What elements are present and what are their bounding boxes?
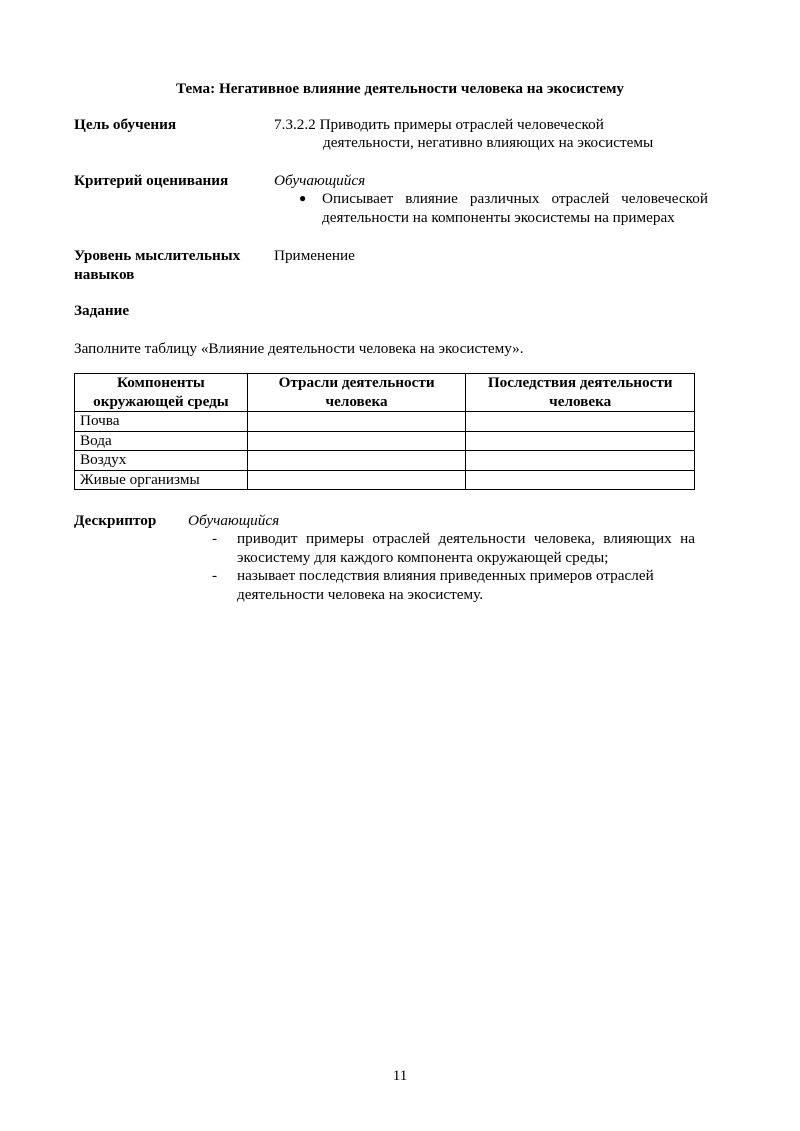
bullet-icon: ● <box>299 191 307 205</box>
descriptor-subject: Обучающийся <box>188 512 280 529</box>
criterion-label: Критерий оценивания <box>74 172 229 189</box>
descriptor-item-1-line-2: экосистему для каждого компонента окружающей среды; <box>237 549 609 566</box>
thinking-level-label: Уровень мыслительных навыков <box>74 247 241 283</box>
page-title: Тема: Негативное влияние деятельности человека на экосистему <box>175 80 625 97</box>
criterion-text-line-2: деятельности на компоненты экосистемы на примерах <box>322 209 675 226</box>
impact-table <box>74 373 695 490</box>
goal-text-line-1: 7.3.2.2 Приводить примеры отраслей человеческой <box>274 116 604 133</box>
goal-label: Цель обучения <box>74 116 177 133</box>
dash-bullet-icon: - <box>212 567 218 584</box>
task-label: Задание <box>74 302 130 319</box>
column-header-industries: Отрасли деятельности человека <box>247 374 466 412</box>
descriptor-item-2-line-1: называет последствия влияния приведенных примеров отраслей <box>237 567 654 584</box>
table-cell-component: Почва <box>75 412 248 432</box>
table-cell-input[interactable] <box>247 451 466 471</box>
table-cell-input[interactable] <box>466 412 695 432</box>
descriptor-item-1-line-1: приводит примеры отраслей деятельности человека, влияющих на <box>237 530 695 547</box>
thinking-level-value: Применение <box>274 247 355 264</box>
table-cell-input[interactable] <box>247 412 466 432</box>
table-cell-input[interactable] <box>466 451 695 471</box>
table-cell-component: Вода <box>75 431 248 451</box>
page-number: 11 <box>392 1067 408 1084</box>
table-header-row <box>75 374 695 412</box>
table-row <box>75 451 695 471</box>
table-row <box>75 431 695 451</box>
table-row <box>75 470 695 490</box>
goal-text-line-2: деятельности, негативно влияющих на экосистемы <box>323 134 654 151</box>
criterion-subject: Обучающийся <box>274 172 366 189</box>
table-cell-component: Живые организмы <box>75 470 248 490</box>
table-cell-input[interactable] <box>466 470 695 490</box>
criterion-text-line-1: Описывает влияние различных отраслей человеческой <box>322 190 708 207</box>
table-cell-input[interactable] <box>466 431 695 451</box>
descriptor-label: Дескриптор <box>74 512 157 529</box>
descriptor-item-2-line-2: деятельности человека на экосистему. <box>237 586 484 603</box>
table-cell-input[interactable] <box>247 431 466 451</box>
table-row <box>75 412 695 432</box>
column-header-components: Компоненты окружающей среды <box>75 374 248 412</box>
dash-bullet-icon: - <box>212 530 218 547</box>
table-cell-input[interactable] <box>247 470 466 490</box>
task-text: Заполните таблицу «Влияние деятельности человека на экосистему». <box>74 340 524 357</box>
table-cell-component: Воздух <box>75 451 248 471</box>
column-header-consequences: Последствия деятельности человека <box>466 374 695 412</box>
